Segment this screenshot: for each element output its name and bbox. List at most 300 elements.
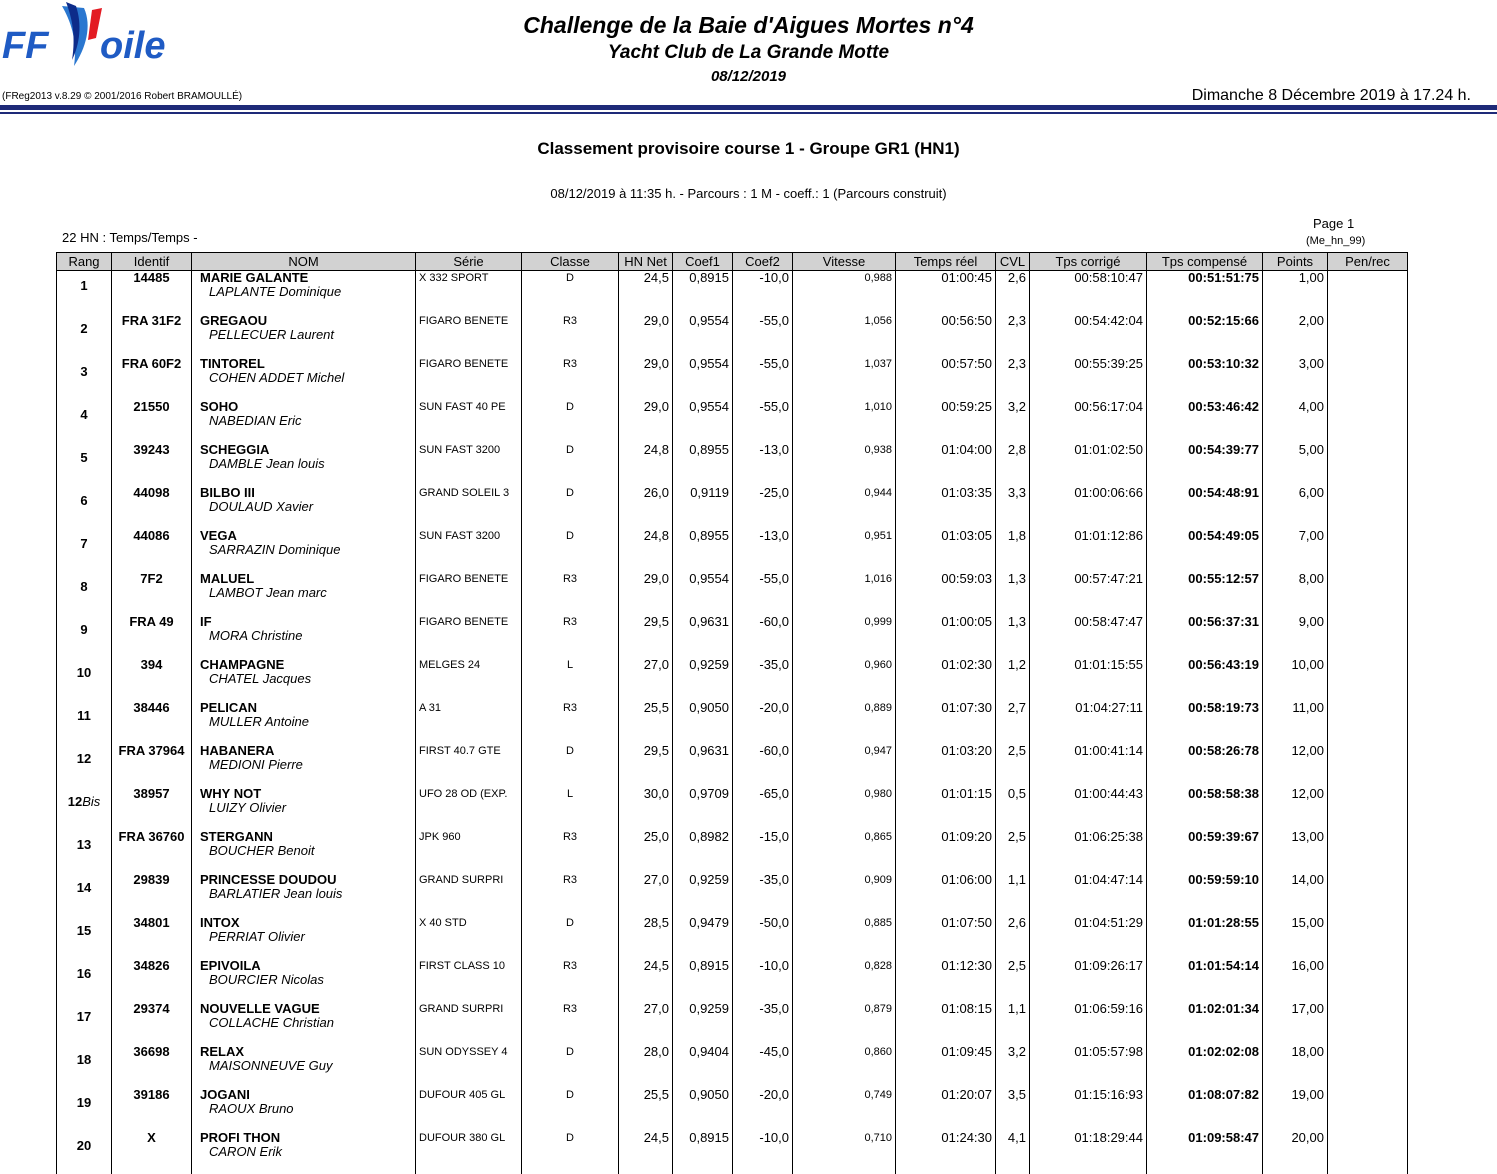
cell-rang bbox=[57, 615, 112, 658]
cell-ident: 34826 bbox=[112, 959, 192, 1002]
rank-number: 10 bbox=[76, 665, 92, 680]
race-info: 08/12/2019 à 11:35 h. - Parcours : 1 M - coeff.: 1 (Parcours construit) bbox=[550, 186, 947, 201]
cell-serie: FIRST CLASS 10 bbox=[416, 959, 522, 1002]
cell-nom bbox=[192, 529, 416, 572]
col-hn-net: HN Net bbox=[619, 253, 673, 271]
cell-nom bbox=[192, 1045, 416, 1088]
cell-coef1: 0,8915 bbox=[673, 959, 733, 1002]
cell-nom bbox=[192, 873, 416, 916]
cell-pen bbox=[1328, 658, 1408, 701]
cell-pen bbox=[1328, 1045, 1408, 1088]
rank-number: 12 bbox=[67, 794, 83, 809]
cell-points: 14,00 bbox=[1263, 873, 1328, 916]
cell-reel: 01:09:20 bbox=[896, 830, 996, 873]
boat-name: SOHO bbox=[200, 399, 239, 414]
cell-classe: D bbox=[522, 744, 619, 787]
cell-vitesse: 0,980 bbox=[793, 787, 896, 830]
cell-compense: 01:01:54:14 bbox=[1147, 959, 1263, 1002]
cell-points: 12,00 bbox=[1263, 787, 1328, 830]
cell-cvl: 1,8 bbox=[996, 529, 1030, 572]
skipper-name: CARON Erik bbox=[209, 1144, 282, 1159]
cell-compense: 01:01:28:55 bbox=[1147, 916, 1263, 959]
cell-points: 1,00 bbox=[1263, 271, 1328, 315]
cell-nom bbox=[192, 1002, 416, 1045]
cell-points: 10,00 bbox=[1263, 658, 1328, 701]
cell-vitesse: 1,056 bbox=[793, 314, 896, 357]
cell-ident: X bbox=[112, 1131, 192, 1174]
cell-nom bbox=[192, 486, 416, 529]
cell-corrige: 01:05:57:98 bbox=[1030, 1045, 1147, 1088]
cell-coef1: 0,8915 bbox=[673, 1131, 733, 1174]
cell-coef2: -55,0 bbox=[733, 357, 793, 400]
table-row bbox=[57, 701, 1408, 744]
cell-serie: DUFOUR 380 GL bbox=[416, 1131, 522, 1174]
cell-points: 9,00 bbox=[1263, 615, 1328, 658]
cell-nom bbox=[192, 658, 416, 701]
col-cvl: CVL bbox=[996, 253, 1030, 271]
cell-rang bbox=[57, 1131, 112, 1174]
cell-compense: 00:56:43:19 bbox=[1147, 658, 1263, 701]
rank-number: 13 bbox=[76, 837, 92, 852]
cell-corrige: 00:56:17:04 bbox=[1030, 400, 1147, 443]
cell-ident: 36698 bbox=[112, 1045, 192, 1088]
cell-coef1: 0,9554 bbox=[673, 357, 733, 400]
cell-classe: D bbox=[522, 1131, 619, 1174]
cell-points: 19,00 bbox=[1263, 1088, 1328, 1131]
cell-rang bbox=[57, 701, 112, 744]
cell-classe: R3 bbox=[522, 615, 619, 658]
cell-serie: FIGARO BENETE bbox=[416, 572, 522, 615]
rank-number: 11 bbox=[77, 708, 91, 723]
cell-compense: 00:56:37:31 bbox=[1147, 615, 1263, 658]
table-row bbox=[57, 357, 1408, 400]
cell-pen bbox=[1328, 873, 1408, 916]
boat-name: IF bbox=[200, 614, 212, 629]
cell-cvl: 2,3 bbox=[996, 357, 1030, 400]
cell-coef1: 0,8955 bbox=[673, 443, 733, 486]
cell-vitesse: 0,947 bbox=[793, 744, 896, 787]
cell-reel: 01:00:45 bbox=[896, 271, 996, 315]
cell-cvl: 2,5 bbox=[996, 959, 1030, 1002]
cell-vitesse: 0,999 bbox=[793, 615, 896, 658]
cell-vitesse: 0,710 bbox=[793, 1131, 896, 1174]
cell-coef1: 0,9631 bbox=[673, 744, 733, 787]
cell-coef1: 0,9050 bbox=[673, 1088, 733, 1131]
cell-pen bbox=[1328, 701, 1408, 744]
table-row bbox=[57, 1045, 1408, 1088]
rank-number: 17 bbox=[76, 1009, 92, 1024]
cell-points: 11,00 bbox=[1263, 701, 1328, 744]
cell-rang bbox=[57, 529, 112, 572]
cell-serie: FIGARO BENETE bbox=[416, 314, 522, 357]
club-name: Yacht Club de La Grande Motte bbox=[607, 42, 890, 63]
cell-reel: 01:03:05 bbox=[896, 529, 996, 572]
cell-rang bbox=[57, 572, 112, 615]
cell-reel: 01:03:35 bbox=[896, 486, 996, 529]
cell-classe: L bbox=[522, 658, 619, 701]
cell-compense: 00:58:26:78 bbox=[1147, 744, 1263, 787]
cell-cvl: 2,5 bbox=[996, 830, 1030, 873]
rank-number: 19 bbox=[76, 1095, 92, 1110]
print-datetime: Dimanche 8 Décembre 2019 à 17.24 h. bbox=[1191, 87, 1471, 104]
cell-corrige: 01:06:59:16 bbox=[1030, 1002, 1147, 1045]
cell-cvl: 2,3 bbox=[996, 314, 1030, 357]
cell-points: 20,00 bbox=[1263, 1131, 1328, 1174]
cell-classe: D bbox=[522, 1088, 619, 1131]
cell-hn: 28,5 bbox=[619, 916, 673, 959]
cell-ident: 394 bbox=[112, 658, 192, 701]
cell-coef2: -10,0 bbox=[733, 1131, 793, 1174]
cell-pen bbox=[1328, 1131, 1408, 1174]
cell-compense: 00:54:39:77 bbox=[1147, 443, 1263, 486]
table-row bbox=[57, 529, 1408, 572]
col-coef2: Coef2 bbox=[733, 253, 793, 271]
col-tps-corrige: Tps corrigé bbox=[1030, 253, 1147, 271]
cell-rang bbox=[57, 271, 112, 315]
table-row bbox=[57, 572, 1408, 615]
cell-classe: R3 bbox=[522, 357, 619, 400]
cell-coef1: 0,9709 bbox=[673, 787, 733, 830]
cell-corrige: 01:01:02:50 bbox=[1030, 443, 1147, 486]
svg-text:FF: FF bbox=[2, 25, 49, 67]
cell-cvl: 3,5 bbox=[996, 1088, 1030, 1131]
cell-pen bbox=[1328, 572, 1408, 615]
cell-classe: R3 bbox=[522, 830, 619, 873]
cell-reel: 00:57:50 bbox=[896, 357, 996, 400]
cell-hn: 24,5 bbox=[619, 1131, 673, 1174]
table-row bbox=[57, 787, 1408, 830]
cell-hn: 25,5 bbox=[619, 701, 673, 744]
cell-cvl: 4,1 bbox=[996, 1131, 1030, 1174]
cell-reel: 01:02:30 bbox=[896, 658, 996, 701]
col-rang: Rang bbox=[57, 253, 112, 271]
cell-rang bbox=[57, 873, 112, 916]
cell-hn: 29,0 bbox=[619, 314, 673, 357]
cell-classe: D bbox=[522, 916, 619, 959]
cell-vitesse: 0,938 bbox=[793, 443, 896, 486]
cell-hn: 25,0 bbox=[619, 830, 673, 873]
cell-hn: 27,0 bbox=[619, 1002, 673, 1045]
rank-number: 7 bbox=[80, 536, 88, 551]
cell-vitesse: 0,879 bbox=[793, 1002, 896, 1045]
cell-points: 15,00 bbox=[1263, 916, 1328, 959]
cell-corrige: 01:00:44:43 bbox=[1030, 787, 1147, 830]
boat-name: RELAX bbox=[200, 1044, 245, 1059]
cell-rang bbox=[57, 486, 112, 529]
cell-nom bbox=[192, 830, 416, 873]
table-row bbox=[57, 443, 1408, 486]
skipper-name: LAMBOT Jean marc bbox=[209, 585, 327, 600]
cell-corrige: 01:04:47:14 bbox=[1030, 873, 1147, 916]
skipper-name: CHATEL Jacques bbox=[209, 671, 312, 686]
cell-vitesse: 0,828 bbox=[793, 959, 896, 1002]
cell-coef1: 0,9404 bbox=[673, 1045, 733, 1088]
cell-classe: R3 bbox=[522, 873, 619, 916]
rank-number: 8 bbox=[80, 579, 88, 594]
cell-reel: 01:03:20 bbox=[896, 744, 996, 787]
rank-number: 4 bbox=[80, 407, 88, 422]
cell-compense: 01:08:07:82 bbox=[1147, 1088, 1263, 1131]
boat-name: HABANERA bbox=[200, 743, 275, 758]
cell-ident: 29374 bbox=[112, 1002, 192, 1045]
rank-number: 12 bbox=[76, 751, 92, 766]
cell-nom bbox=[192, 959, 416, 1002]
boat-name: VEGA bbox=[200, 528, 237, 543]
cell-serie: FIGARO BENETE bbox=[416, 357, 522, 400]
cell-compense: 00:59:59:10 bbox=[1147, 873, 1263, 916]
cell-nom bbox=[192, 615, 416, 658]
cell-reel: 01:07:30 bbox=[896, 701, 996, 744]
table-row bbox=[57, 830, 1408, 873]
cell-pen bbox=[1328, 787, 1408, 830]
cell-corrige: 00:55:39:25 bbox=[1030, 357, 1147, 400]
cell-vitesse: 0,749 bbox=[793, 1088, 896, 1131]
rank-number: 9 bbox=[80, 622, 88, 637]
hn-info: 22 HN : Temps/Temps - bbox=[62, 230, 198, 245]
cell-serie: GRAND SOLEIL 3 bbox=[416, 486, 522, 529]
boat-name: NOUVELLE VAGUE bbox=[200, 1001, 320, 1016]
table-row bbox=[57, 916, 1408, 959]
cell-points: 3,00 bbox=[1263, 357, 1328, 400]
cell-cvl: 0,5 bbox=[996, 787, 1030, 830]
ranking-title: Classement provisoire course 1 - Groupe GR1 (HN1) bbox=[537, 139, 960, 158]
cell-compense: 00:54:48:91 bbox=[1147, 486, 1263, 529]
cell-rang bbox=[57, 744, 112, 787]
cell-reel: 00:59:25 bbox=[896, 400, 996, 443]
skipper-name: BOURCIER Nicolas bbox=[209, 972, 324, 987]
cell-serie: DUFOUR 405 GL bbox=[416, 1088, 522, 1131]
cell-serie: UFO 28 OD (EXP. bbox=[416, 787, 522, 830]
cell-rang bbox=[57, 830, 112, 873]
cell-coef1: 0,9479 bbox=[673, 916, 733, 959]
skipper-name: DOULAUD Xavier bbox=[209, 499, 314, 514]
skipper-name: MORA Christine bbox=[209, 628, 303, 643]
cell-coef1: 0,9631 bbox=[673, 615, 733, 658]
cell-hn: 25,5 bbox=[619, 1088, 673, 1131]
boat-name: MARIE GALANTE bbox=[200, 270, 309, 285]
boat-name: PRINCESSE DOUDOU bbox=[200, 872, 337, 887]
boat-name: MALUEL bbox=[200, 571, 255, 586]
skipper-name: MEDIONI Pierre bbox=[209, 757, 303, 772]
cell-pen bbox=[1328, 615, 1408, 658]
cell-serie: GRAND SURPRI bbox=[416, 1002, 522, 1045]
cell-rang bbox=[57, 1045, 112, 1088]
skipper-name: LAPLANTE Dominique bbox=[209, 284, 342, 299]
cell-serie: MELGES 24 bbox=[416, 658, 522, 701]
table-row bbox=[57, 1088, 1408, 1131]
skipper-name: DAMBLE Jean louis bbox=[209, 456, 325, 471]
cell-pen bbox=[1328, 916, 1408, 959]
table-row bbox=[57, 615, 1408, 658]
skipper-name: LUIZY Olivier bbox=[209, 800, 287, 815]
cell-classe: D bbox=[522, 529, 619, 572]
skipper-name: MAISONNEUVE Guy bbox=[209, 1058, 333, 1073]
cell-corrige: 01:09:26:17 bbox=[1030, 959, 1147, 1002]
cell-coef1: 0,9119 bbox=[673, 486, 733, 529]
cell-coef2: -55,0 bbox=[733, 572, 793, 615]
cell-cvl: 2,6 bbox=[996, 271, 1030, 315]
cell-nom bbox=[192, 443, 416, 486]
cell-ident: 38446 bbox=[112, 701, 192, 744]
page-number: Page 1 bbox=[1313, 216, 1355, 231]
header-row bbox=[57, 253, 1408, 271]
cell-reel: 00:59:03 bbox=[896, 572, 996, 615]
cell-pen bbox=[1328, 830, 1408, 873]
table-row bbox=[57, 271, 1408, 315]
col-tps-compense: Tps compensé bbox=[1147, 253, 1263, 271]
cell-coef2: -13,0 bbox=[733, 529, 793, 572]
cell-nom bbox=[192, 1088, 416, 1131]
cell-ident: 34801 bbox=[112, 916, 192, 959]
boat-name: INTOX bbox=[200, 915, 240, 930]
cell-corrige: 01:01:12:86 bbox=[1030, 529, 1147, 572]
cell-hn: 29,0 bbox=[619, 572, 673, 615]
cell-ident: FRA 36760 bbox=[112, 830, 192, 873]
cell-pen bbox=[1328, 1002, 1408, 1045]
cell-corrige: 01:04:27:11 bbox=[1030, 701, 1147, 744]
cell-reel: 00:56:50 bbox=[896, 314, 996, 357]
cell-cvl: 3,3 bbox=[996, 486, 1030, 529]
cell-serie: GRAND SURPRI bbox=[416, 873, 522, 916]
skipper-name: BOUCHER Benoit bbox=[209, 843, 315, 858]
cell-vitesse: 0,909 bbox=[793, 873, 896, 916]
table-row bbox=[57, 314, 1408, 357]
cell-classe: D bbox=[522, 443, 619, 486]
skipper-name: PERRIAT Olivier bbox=[209, 929, 305, 944]
skipper-name: SARRAZIN Dominique bbox=[209, 542, 341, 557]
boat-name: PELICAN bbox=[200, 700, 258, 715]
cell-coef2: -65,0 bbox=[733, 787, 793, 830]
cell-vitesse: 0,988 bbox=[793, 271, 896, 315]
cell-nom bbox=[192, 744, 416, 787]
skipper-name: MULLER Antoine bbox=[209, 714, 309, 729]
cell-reel: 01:01:15 bbox=[896, 787, 996, 830]
cell-cvl: 3,2 bbox=[996, 400, 1030, 443]
cell-ident: 38957 bbox=[112, 787, 192, 830]
rank-number: 18 bbox=[76, 1052, 92, 1067]
cell-serie: SUN FAST 40 PE bbox=[416, 400, 522, 443]
cell-vitesse: 0,889 bbox=[793, 701, 896, 744]
cell-pen bbox=[1328, 443, 1408, 486]
cell-coef1: 0,9554 bbox=[673, 400, 733, 443]
col-points: Points bbox=[1263, 253, 1328, 271]
cell-serie: FIGARO BENETE bbox=[416, 615, 522, 658]
table-row bbox=[57, 744, 1408, 787]
cell-points: 12,00 bbox=[1263, 744, 1328, 787]
cell-corrige: 01:01:15:55 bbox=[1030, 658, 1147, 701]
cell-rang bbox=[57, 314, 112, 357]
cell-rang bbox=[57, 787, 112, 830]
cell-hn: 27,0 bbox=[619, 873, 673, 916]
cell-pen bbox=[1328, 529, 1408, 572]
cell-coef2: -35,0 bbox=[733, 873, 793, 916]
cell-rang bbox=[57, 443, 112, 486]
cell-pen bbox=[1328, 400, 1408, 443]
cell-reel: 01:12:30 bbox=[896, 959, 996, 1002]
cell-cvl: 2,5 bbox=[996, 744, 1030, 787]
cell-points: 7,00 bbox=[1263, 529, 1328, 572]
cell-vitesse: 0,960 bbox=[793, 658, 896, 701]
rank-suffix: Bis bbox=[82, 794, 101, 809]
cell-points: 4,00 bbox=[1263, 400, 1328, 443]
event-title: Challenge de la Baie d'Aigues Mortes n°4 bbox=[523, 12, 974, 38]
cell-pen bbox=[1328, 486, 1408, 529]
table-row bbox=[57, 486, 1408, 529]
table-row bbox=[57, 873, 1408, 916]
cell-serie: SUN FAST 3200 bbox=[416, 529, 522, 572]
cell-classe: R3 bbox=[522, 572, 619, 615]
cell-nom bbox=[192, 314, 416, 357]
cell-classe: R3 bbox=[522, 1002, 619, 1045]
cell-corrige: 01:18:29:44 bbox=[1030, 1131, 1147, 1174]
table-row bbox=[57, 658, 1408, 701]
rank-number: 15 bbox=[76, 923, 92, 938]
cell-coef2: -45,0 bbox=[733, 1045, 793, 1088]
cell-coef2: -13,0 bbox=[733, 443, 793, 486]
cell-compense: 00:53:10:32 bbox=[1147, 357, 1263, 400]
cell-ident: 29839 bbox=[112, 873, 192, 916]
cell-vitesse: 1,010 bbox=[793, 400, 896, 443]
cell-reel: 01:07:50 bbox=[896, 916, 996, 959]
cell-coef1: 0,9554 bbox=[673, 314, 733, 357]
cell-coef2: -20,0 bbox=[733, 701, 793, 744]
table-row bbox=[57, 1002, 1408, 1045]
cell-ident: FRA 49 bbox=[112, 615, 192, 658]
cell-rang bbox=[57, 357, 112, 400]
skipper-name: COLLACHE Christian bbox=[209, 1015, 334, 1030]
cell-hn: 27,0 bbox=[619, 658, 673, 701]
cell-coef2: -15,0 bbox=[733, 830, 793, 873]
table-row bbox=[57, 400, 1408, 443]
boat-name: WHY NOT bbox=[200, 786, 262, 801]
cell-cvl: 2,8 bbox=[996, 443, 1030, 486]
cell-ident: 44098 bbox=[112, 486, 192, 529]
cell-serie: SUN FAST 3200 bbox=[416, 443, 522, 486]
event-date: 08/12/2019 bbox=[710, 68, 787, 85]
cell-coef2: -35,0 bbox=[733, 1002, 793, 1045]
cell-coef2: -60,0 bbox=[733, 744, 793, 787]
cell-corrige: 01:00:06:66 bbox=[1030, 486, 1147, 529]
cell-classe: R3 bbox=[522, 314, 619, 357]
table-row bbox=[57, 1131, 1408, 1174]
cell-rang bbox=[57, 916, 112, 959]
boat-name: JOGANI bbox=[200, 1087, 250, 1102]
cell-reel: 01:00:05 bbox=[896, 615, 996, 658]
cell-coef2: -20,0 bbox=[733, 1088, 793, 1131]
cell-compense: 01:02:01:34 bbox=[1147, 1002, 1263, 1045]
rank-number: 2 bbox=[80, 321, 88, 336]
cell-pen bbox=[1328, 744, 1408, 787]
cell-coef1: 0,9259 bbox=[673, 873, 733, 916]
header-rule-thick bbox=[0, 105, 1497, 110]
cell-rang bbox=[57, 1088, 112, 1131]
boat-name: STERGANN bbox=[200, 829, 273, 844]
cell-coef1: 0,8982 bbox=[673, 830, 733, 873]
cell-pen bbox=[1328, 1088, 1408, 1131]
cell-corrige: 00:54:42:04 bbox=[1030, 314, 1147, 357]
col-nom: NOM bbox=[192, 253, 416, 271]
col-pen-rec: Pen/rec bbox=[1328, 253, 1408, 271]
cell-reel: 01:20:07 bbox=[896, 1088, 996, 1131]
cell-points: 13,00 bbox=[1263, 830, 1328, 873]
cell-corrige: 01:04:51:29 bbox=[1030, 916, 1147, 959]
cell-hn: 24,5 bbox=[619, 959, 673, 1002]
cell-hn: 26,0 bbox=[619, 486, 673, 529]
cell-ident: FRA 37964 bbox=[112, 744, 192, 787]
cell-points: 2,00 bbox=[1263, 314, 1328, 357]
cell-classe: D bbox=[522, 486, 619, 529]
cell-cvl: 1,1 bbox=[996, 1002, 1030, 1045]
